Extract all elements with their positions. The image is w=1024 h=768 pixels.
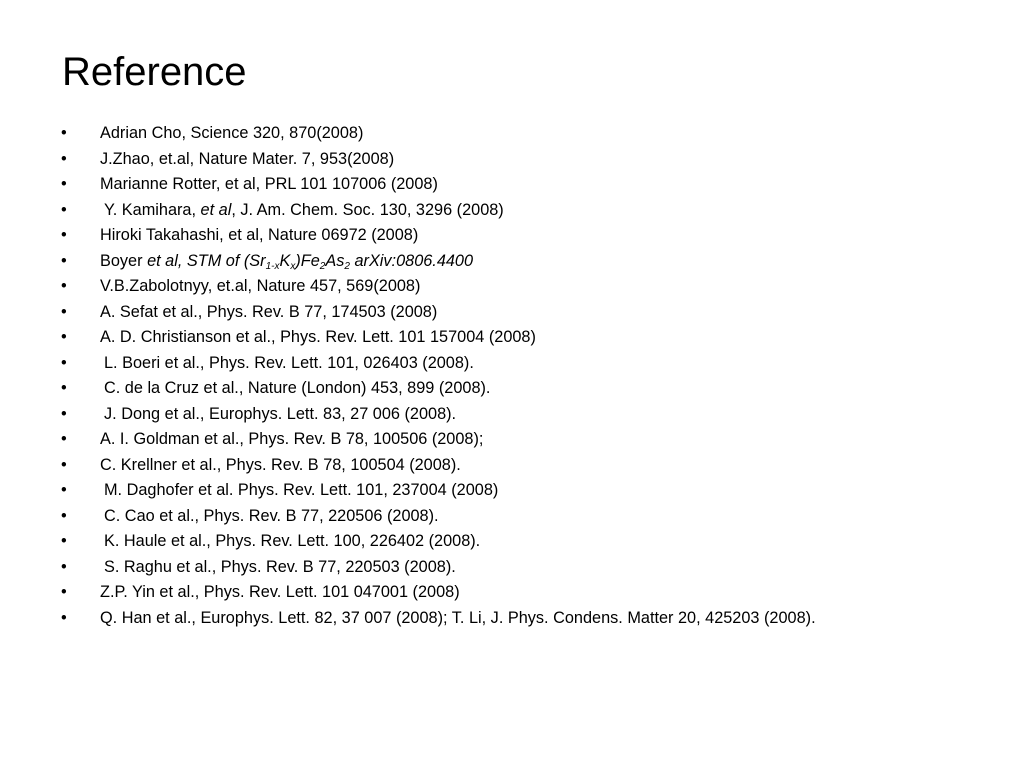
reference-item (0, 427, 1000, 453)
reference-text: C. de la Cruz et al., Nature (London) 453, 899 (2008). (104, 379, 491, 397)
reference-item (0, 147, 1000, 173)
reference-text-part: K (279, 251, 291, 270)
reference-text: J. Dong et al., Europhys. Lett. 83, 27 006 (2008). (104, 404, 457, 423)
reference-italic: et al (200, 200, 232, 219)
bullet-icon: • (61, 557, 67, 576)
reference-text-part: As (325, 251, 345, 270)
reference-item (0, 580, 1000, 606)
reference-item (0, 172, 1000, 198)
bullet-icon: • (61, 430, 67, 448)
reference-item (0, 376, 1000, 402)
reference-text: M. Daghofer et al. Phys. Rev. Lett. 101, 237004 (2008) (104, 481, 499, 499)
reference-text: C. Krellner et al., Phys. Rev. B 78, 100504 (2008). (100, 455, 461, 474)
bullet-icon: • (61, 302, 67, 321)
bullet-icon: • (61, 608, 67, 627)
reference-text: K. Haule et al., Phys. Rev. Lett. 100, 226402 (2008). (104, 532, 481, 550)
reference-text: Adrian Cho, Science 320, 870(2008) (100, 124, 364, 142)
reference-text: S. Raghu et al., Phys. Rev. B 77, 220503 (2008). (104, 557, 456, 576)
reference-item (0, 529, 1000, 555)
reference-text-part: Boyer (100, 251, 148, 270)
bullet-icon: • (61, 353, 67, 372)
bullet-icon: • (61, 124, 67, 142)
reference-item (0, 300, 1000, 326)
reference-text-part: )Fe (295, 251, 320, 270)
reference-item (0, 453, 1000, 479)
reference-italic (147, 252, 473, 270)
bullet-icon: • (61, 149, 67, 168)
subscript: 2 (344, 260, 350, 272)
reference-text-part: Y. Kamihara, (104, 200, 201, 219)
reference-text-part: et al, STM of (Sr (147, 251, 266, 270)
bullet-icon: • (61, 583, 67, 601)
reference-item (0, 223, 1000, 249)
reference-text: Marianne Rotter, et al, PRL 101 107006 (2008) (100, 175, 438, 193)
reference-text-part: arXiv:0806.4400 (349, 251, 474, 270)
bullet-icon: • (61, 404, 67, 423)
bullet-icon: • (61, 251, 67, 270)
reference-text: A. Sefat et al., Phys. Rev. B 77, 174503 (2008) (100, 302, 438, 321)
bullet-icon: • (61, 481, 67, 499)
bullet-icon: • (61, 328, 67, 346)
bullet-icon: • (61, 532, 67, 550)
reference-item (0, 478, 1000, 504)
reference-text: Q. Han et al., Europhys. Lett. 82, 37 007 (2008); T. Li, J. Phys. Condens. Matter 20, 425203 (2008). (100, 608, 816, 627)
bullet-icon: • (61, 277, 67, 295)
bullet-icon: • (61, 175, 67, 193)
reference-item (0, 325, 1000, 351)
bullet-icon: • (61, 506, 67, 525)
reference-text-part: , J. Am. Chem. Soc. 130, 3296 (2008) (231, 200, 504, 219)
bullet-icon: • (61, 379, 67, 397)
reference-item (0, 351, 1000, 377)
reference-text: Z.P. Yin et al., Phys. Rev. Lett. 101 047001 (2008) (100, 583, 460, 601)
subscript: 2 (319, 260, 326, 272)
slide-title: Reference (62, 50, 247, 94)
bullet-icon: • (61, 455, 67, 474)
reference-text: V.B.Zabolotnyy, et.al, Nature 457, 569(2008) (100, 277, 421, 295)
reference-item (0, 606, 1000, 632)
reference-text (104, 198, 504, 224)
bullet-icon: • (61, 226, 67, 244)
reference-item (0, 198, 1000, 224)
reference-item (0, 402, 1000, 428)
reference-text: A. D. Christianson et al., Phys. Rev. Lett. 101 157004 (2008) (100, 328, 536, 346)
reference-text: A. I. Goldman et al., Phys. Rev. B 78, 100506 (2008); (100, 430, 484, 448)
reference-text: J.Zhao, et.al, Nature Mater. 7, 953(2008) (100, 149, 395, 168)
reference-text: C. Cao et al., Phys. Rev. B 77, 220506 (2008). (104, 506, 439, 525)
reference-list (0, 121, 1000, 631)
subscript: x (290, 260, 296, 272)
reference-text: L. Boeri et al., Phys. Rev. Lett. 101, 026403 (2008). (104, 353, 474, 372)
reference-item (0, 555, 1000, 581)
subscript: 1-x (265, 260, 280, 272)
reference-item (0, 121, 1000, 147)
reference-item (0, 274, 1000, 300)
reference-text: Hiroki Takahashi, et al, Nature 06972 (2008) (100, 226, 419, 244)
bullet-icon: • (61, 200, 67, 219)
reference-text (100, 249, 473, 275)
reference-item (0, 504, 1000, 530)
reference-item (0, 249, 1000, 275)
